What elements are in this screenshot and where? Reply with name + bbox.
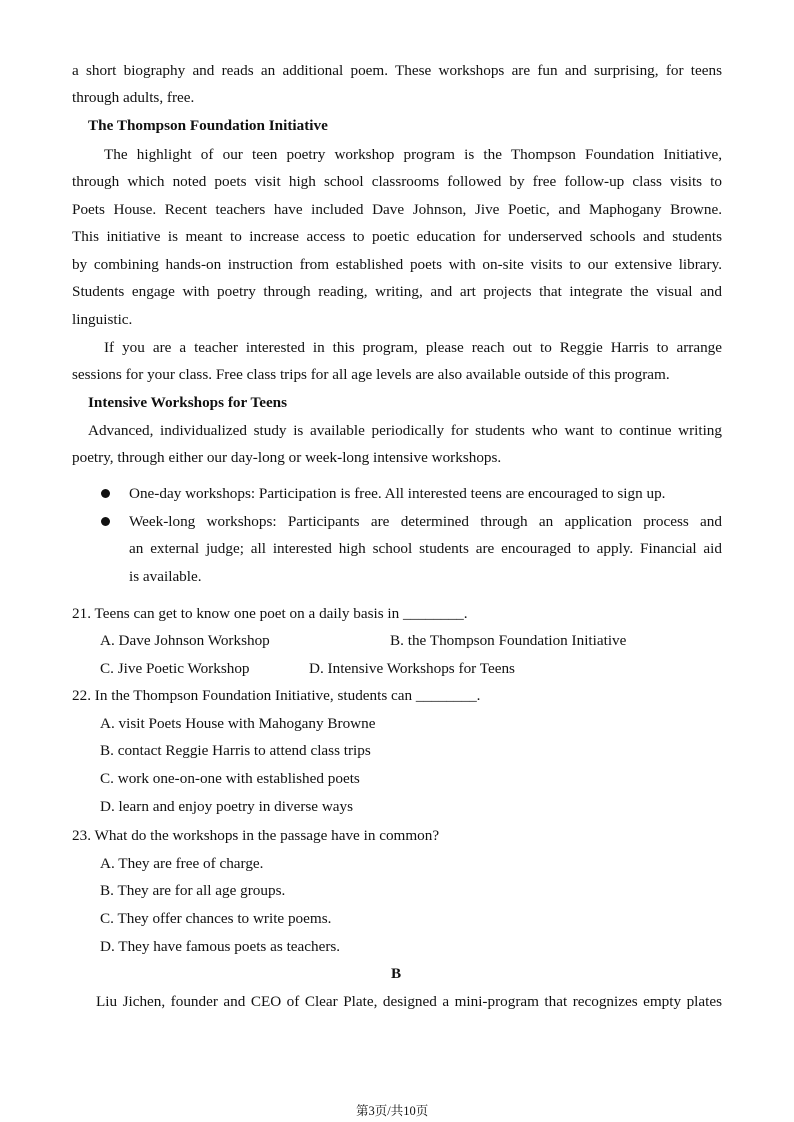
question-23-option-b: B. They are for all age groups. (100, 882, 286, 899)
thompson-para1-line-2: through which noted poets visit high school classrooms followed by free follow-up class visits to (72, 173, 722, 190)
question-23-stem: 23. What do the workshops in the passage have in common? (72, 827, 440, 844)
thompson-para1-line-1: The highlight of our teen poetry workshop program is the Thompson Foundation Initiative, (104, 146, 722, 163)
page-number-footer: 第3页/共10页 (356, 1104, 429, 1118)
question-22-option-c: C. work one-on-one with established poets (100, 770, 360, 787)
thompson-para2-line-2: sessions for your class. Free class trips for all age levels are also available outside of this program. (72, 366, 670, 383)
section-b-first-line: Liu Jichen, founder and CEO of Clear Plate, designed a mini-program that recognizes empty plates (96, 993, 722, 1010)
question-22-option-a: A. visit Poets House with Mahogany Browne (100, 715, 376, 732)
bullet-1-line-1: One-day workshops: Participation is free. All interested teens are encouraged to sign up. (129, 485, 666, 502)
thompson-para1-line-4: This initiative is meant to increase access to poetic education for underserved schools and students (72, 228, 722, 245)
question-21-option-c: C. Jive Poetic Workshop (100, 660, 250, 677)
question-23-option-a: A. They are free of charge. (100, 855, 264, 872)
question-22-option-b: B. contact Reggie Harris to attend class trips (100, 742, 371, 759)
question-21-option-d: D. Intensive Workshops for Teens (309, 660, 515, 677)
intensive-para-line-1: Advanced, individualized study is available periodically for students who want to continue writing (88, 422, 722, 439)
question-21-option-a: A. Dave Johnson Workshop (100, 632, 270, 649)
section-b-label: B (391, 965, 402, 982)
question-21-option-b: B. the Thompson Foundation Initiative (390, 632, 627, 649)
intensive-para-line-2: poetry, through either our day-long or week-long intensive workshops. (72, 449, 502, 466)
thompson-para1-line-6: Students engage with poetry through reading, writing, and art projects that integrate the visual and (72, 283, 722, 300)
bullet-2-line-3: is available. (129, 568, 202, 585)
intro-line-2: through adults, free. (72, 89, 195, 106)
thompson-para1-line-7: linguistic. (72, 311, 133, 328)
bullet-2-line-2: an external judge; all interested high school students are encouraged to apply. Financial aid (129, 540, 722, 557)
question-22-option-d: D. learn and enjoy poetry in diverse ways (100, 798, 354, 815)
thompson-para2-line-1: If you are a teacher interested in this program, please reach out to Reggie Harris to arrange (104, 339, 722, 356)
question-23-option-c: C. They offer chances to write poems. (100, 910, 332, 927)
thompson-para1-line-5: by combining hands-on instruction from established poets with on-site visits to our extensive library. (72, 256, 722, 273)
intro-line-1: a short biography and reads an additional poem. These workshops are fun and surprising, for teens (72, 62, 722, 79)
question-21-stem: 21. Teens can get to know one poet on a daily basis in ________. (72, 605, 468, 622)
bullet-dot-icon (101, 489, 110, 498)
section-heading-thompson: The Thompson Foundation Initiative (88, 117, 328, 134)
section-heading-intensive: Intensive Workshops for Teens (88, 394, 288, 411)
bullet-dot-icon (101, 517, 110, 526)
question-23-option-d: D. They have famous poets as teachers. (100, 938, 341, 955)
bullet-2-line-1: Week-long workshops: Participants are determined through an application process and (129, 513, 722, 530)
question-22-stem: 22. In the Thompson Foundation Initiative, students can ________. (72, 687, 481, 704)
thompson-para1-line-3: Poets House. Recent teachers have included Dave Johnson, Jive Poetic, and Maphogany Browne. (72, 201, 722, 218)
